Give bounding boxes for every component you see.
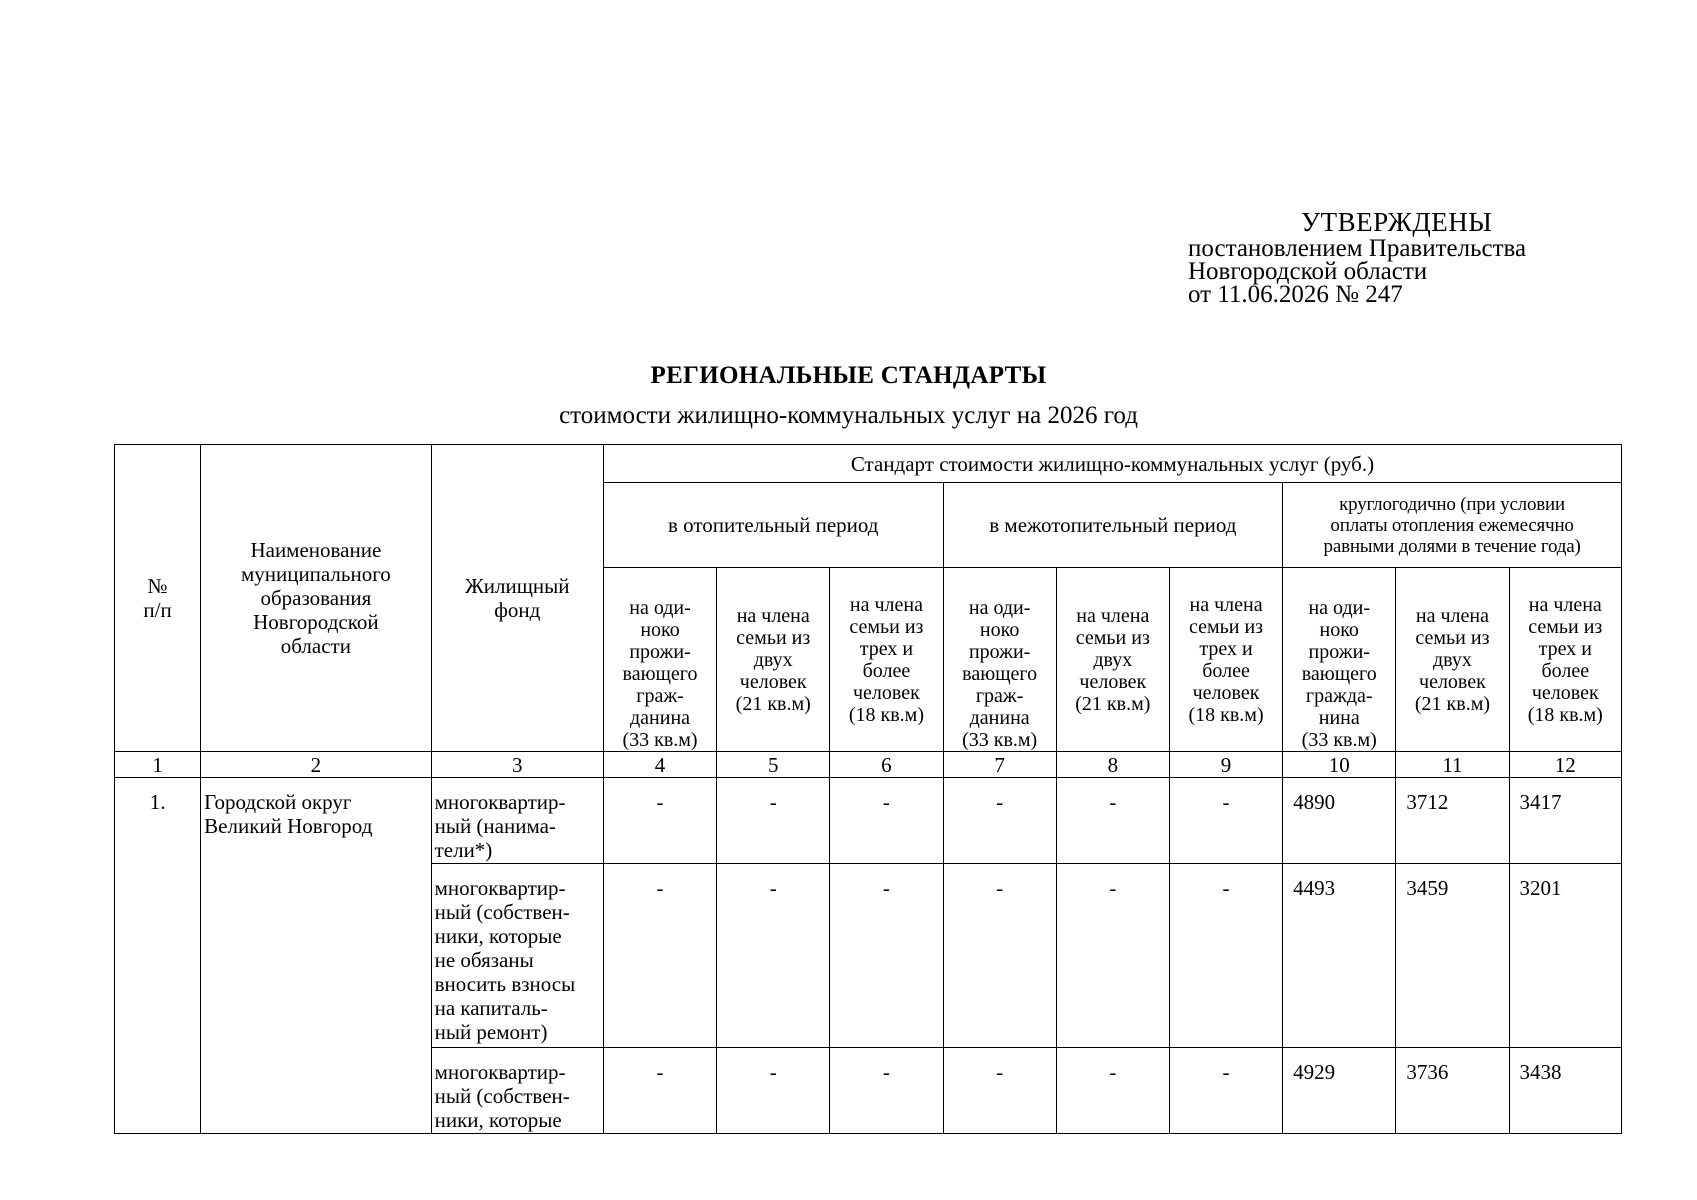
header-row-1: [115, 445, 1622, 483]
column-number: 7: [943, 752, 1056, 778]
subheader-col-4: на оди- ноко прожи- вающего граж- данина (33 кв.м): [603, 568, 716, 752]
column-number: 6: [830, 752, 943, 778]
header-num: № п/п: [115, 445, 201, 752]
standards-table: [114, 444, 1622, 1134]
column-number: 10: [1283, 752, 1396, 778]
value-cell: 4929: [1283, 1048, 1396, 1134]
value-cell: 3201: [1509, 864, 1621, 1048]
housing-fund: многоквартир- ный (нанима- тели*): [431, 778, 603, 864]
value-cell: -: [717, 1048, 830, 1134]
approval-line-3: от 11.06.2026 № 247: [1188, 281, 1403, 308]
column-number: 5: [717, 752, 830, 778]
subheader-col-8: на члена семьи из двух человек (21 кв.м): [1056, 568, 1169, 752]
housing-fund: многоквартир- ный (собствен- ники, которые не обязаны вносить взносы на капиталь- ный ремонт): [431, 864, 603, 1048]
value-cell: -: [943, 778, 1056, 864]
subheader-col-9: на члена семьи из трех и более человек (18 кв.м): [1169, 568, 1282, 752]
column-number: 1: [115, 752, 201, 778]
header-interheating-period: в межотопительный период: [943, 483, 1283, 568]
value-cell: -: [830, 1048, 943, 1134]
approval-line-2: Новгородской области: [1188, 258, 1428, 285]
value-cell: -: [943, 1048, 1056, 1134]
value-cell: -: [1169, 1048, 1282, 1134]
column-number: 4: [603, 752, 716, 778]
header-fund: Жилищный фонд: [431, 445, 603, 752]
document-subtitle: стоимости жилищно-коммунальных услуг на 2026 год: [559, 402, 1138, 429]
column-number: 2: [201, 752, 431, 778]
value-cell: 4890: [1283, 778, 1396, 864]
value-cell: -: [830, 864, 943, 1048]
column-number: 9: [1169, 752, 1282, 778]
value-cell: -: [717, 864, 830, 1048]
column-number: 12: [1509, 752, 1621, 778]
value-cell: -: [1169, 778, 1282, 864]
value-cell: -: [603, 864, 716, 1048]
subheader-col-12: на члена семьи из трех и более человек (18 кв.м): [1509, 568, 1621, 752]
subheader-col-10: на оди- ноко прожи- вающего гражда- нина (33 кв.м): [1283, 568, 1396, 752]
value-cell: 3712: [1396, 778, 1509, 864]
value-cell: -: [603, 778, 716, 864]
housing-fund: многоквартир- ный (собствен- ники, которые: [431, 1048, 603, 1134]
value-cell: -: [603, 1048, 716, 1134]
value-cell: 4493: [1283, 864, 1396, 1048]
municipality-name: Городской округ Великий Новгород: [201, 778, 431, 1134]
value-cell: -: [830, 778, 943, 864]
table-row: [115, 778, 1622, 864]
header-municipality: Наименование муниципального образования Новгородской области: [201, 445, 431, 752]
column-number: 8: [1056, 752, 1169, 778]
header-year-round: круглогодично (при условии оплаты отопления ежемесячно равными долями в течение года): [1283, 483, 1622, 568]
subheader-col-5: на члена семьи из двух человек (21 кв.м): [717, 568, 830, 752]
document-title: РЕГИОНАЛЬНЫЕ СТАНДАРТЫ: [650, 362, 1047, 389]
value-cell: 3736: [1396, 1048, 1509, 1134]
approval-block: [1188, 207, 1608, 306]
subheader-col-6: на члена семьи из трех и более человек (18 кв.м): [830, 568, 943, 752]
approval-line-1: постановлением Правительства: [1188, 235, 1527, 262]
row-number: 1.: [115, 778, 201, 1134]
value-cell: -: [717, 778, 830, 864]
column-number: 3: [431, 752, 603, 778]
value-cell: 3459: [1396, 864, 1509, 1048]
value-cell: -: [1056, 864, 1169, 1048]
column-number: 11: [1396, 752, 1509, 778]
header-heating-period: в отопительный период: [603, 483, 943, 568]
column-numbers-row: [115, 752, 1622, 778]
value-cell: -: [1056, 1048, 1169, 1134]
subheader-col-11: на члена семьи из двух человек (21 кв.м): [1396, 568, 1509, 752]
value-cell: -: [1056, 778, 1169, 864]
value-cell: -: [1169, 864, 1282, 1048]
header-standard: Стандарт стоимости жилищно-коммунальных услуг (руб.): [603, 445, 1621, 483]
approval-title: УТВЕРЖДЕНЫ: [1301, 207, 1493, 237]
subheader-col-7: на оди- ноко прожи- вающего граж- данина (33 кв.м): [943, 568, 1056, 752]
value-cell: -: [943, 864, 1056, 1048]
value-cell: 3417: [1509, 778, 1621, 864]
value-cell: 3438: [1509, 1048, 1621, 1134]
